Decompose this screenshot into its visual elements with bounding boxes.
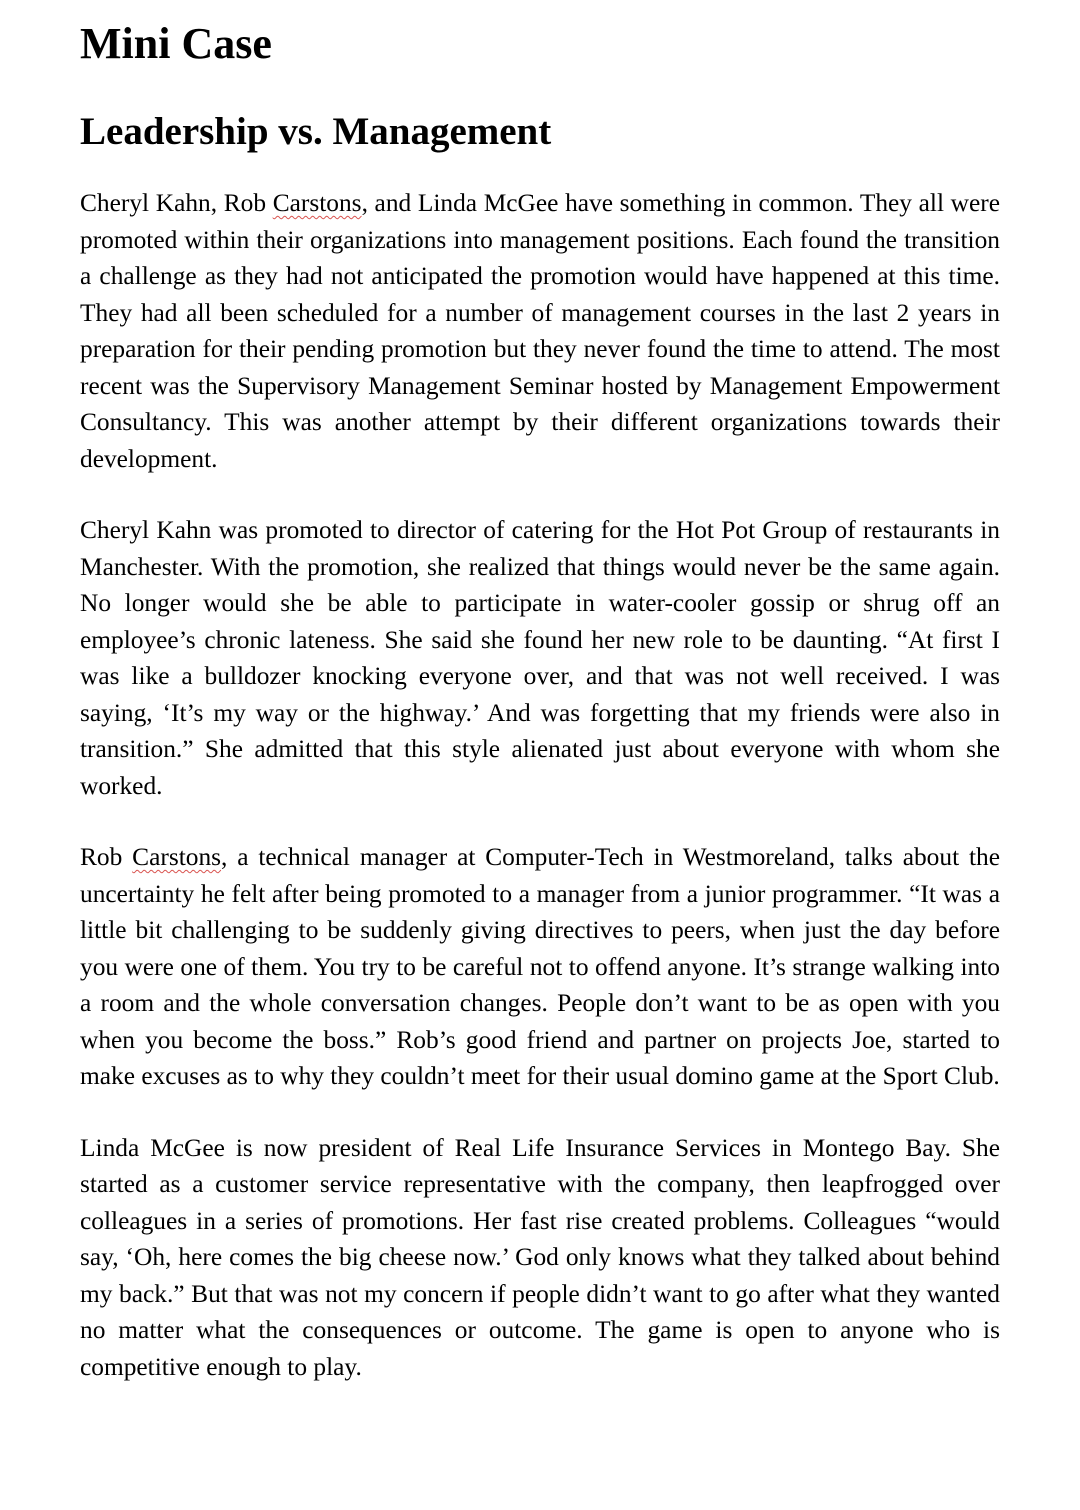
paragraph-text: Rob bbox=[80, 843, 133, 871]
paragraph-linda-mcgee: Linda McGee is now president of Real Life Insurance Services in Montego Bay. She started as a customer service representative with the company, then leapfrogged over colleagues in a series of promotions. Her fast rise created problems. Colleagues “would say, ‘Oh, here comes the big cheese now.’ God only knows what they talked about behind my back.” But that was not my concern if people didn’t want to go after what they wanted no matter what the consequences or outcome. The game is open to anyone who is competitive enough to play. bbox=[80, 1133, 1000, 1381]
paragraph-text: , and Linda McGee have something in common. They all were promoted within their organizations into management positions. Each found the transition a challenge as they had not anticipated the promotion would have happened at this time. They had all been scheduled for a number of management courses in the last 2 years in preparation for their pending promotion but they never found the time to attend. The most recent was the Supervisory Management Seminar hosted by Management Empowerment Consultancy. This was another attempt by their different organizations towards their development. bbox=[80, 189, 1000, 473]
paragraph-intro bbox=[80, 185, 1000, 477]
spellcheck-flagged-word[interactable]: Carstons bbox=[132, 843, 222, 871]
document-page bbox=[80, 0, 1000, 1385]
paragraph-text: Cheryl Kahn, Rob bbox=[80, 189, 273, 217]
document-title: Mini Case bbox=[80, 19, 272, 68]
paragraph-text: , a technical manager at Computer-Tech in Westmoreland, talks about the uncertainty he felt after being promoted to a manager from a junior programmer. “It was a little bit challenging to be suddenly giving directives to peers, when just the day before you were one of them. You try to be careful not to offend anyone. It’s strange walking into a room and the whole conversation changes. People don’t want to be as open with you when you become the boss.” Rob’s good friend and partner on projects Joe, started to make excuses as to why they couldn’t meet for their usual domino game at the Sport Club. bbox=[80, 843, 1000, 1090]
document-subtitle: Leadership vs. Management bbox=[80, 110, 552, 153]
paragraph-rob-carstons bbox=[80, 839, 1000, 1095]
paragraph-cheryl-kahn: Cheryl Kahn was promoted to director of catering for the Hot Pot Group of restaurants in Manchester. With the promotion, she realized that things would never be the same again. No longer would she be able to participate in water-cooler gossip or shrug off an employee’s chronic lateness. She said she found her new role to be daunting. “At first I was like a bulldozer knocking everyone over, and that was not well received. I was saying, ‘It’s my way or the highway.’ And was forgetting that my friends were also in transition.” She admitted that this style alienated just about everyone with whom she worked. bbox=[80, 516, 1000, 800]
spellcheck-flagged-word[interactable]: Carstons bbox=[272, 189, 362, 217]
